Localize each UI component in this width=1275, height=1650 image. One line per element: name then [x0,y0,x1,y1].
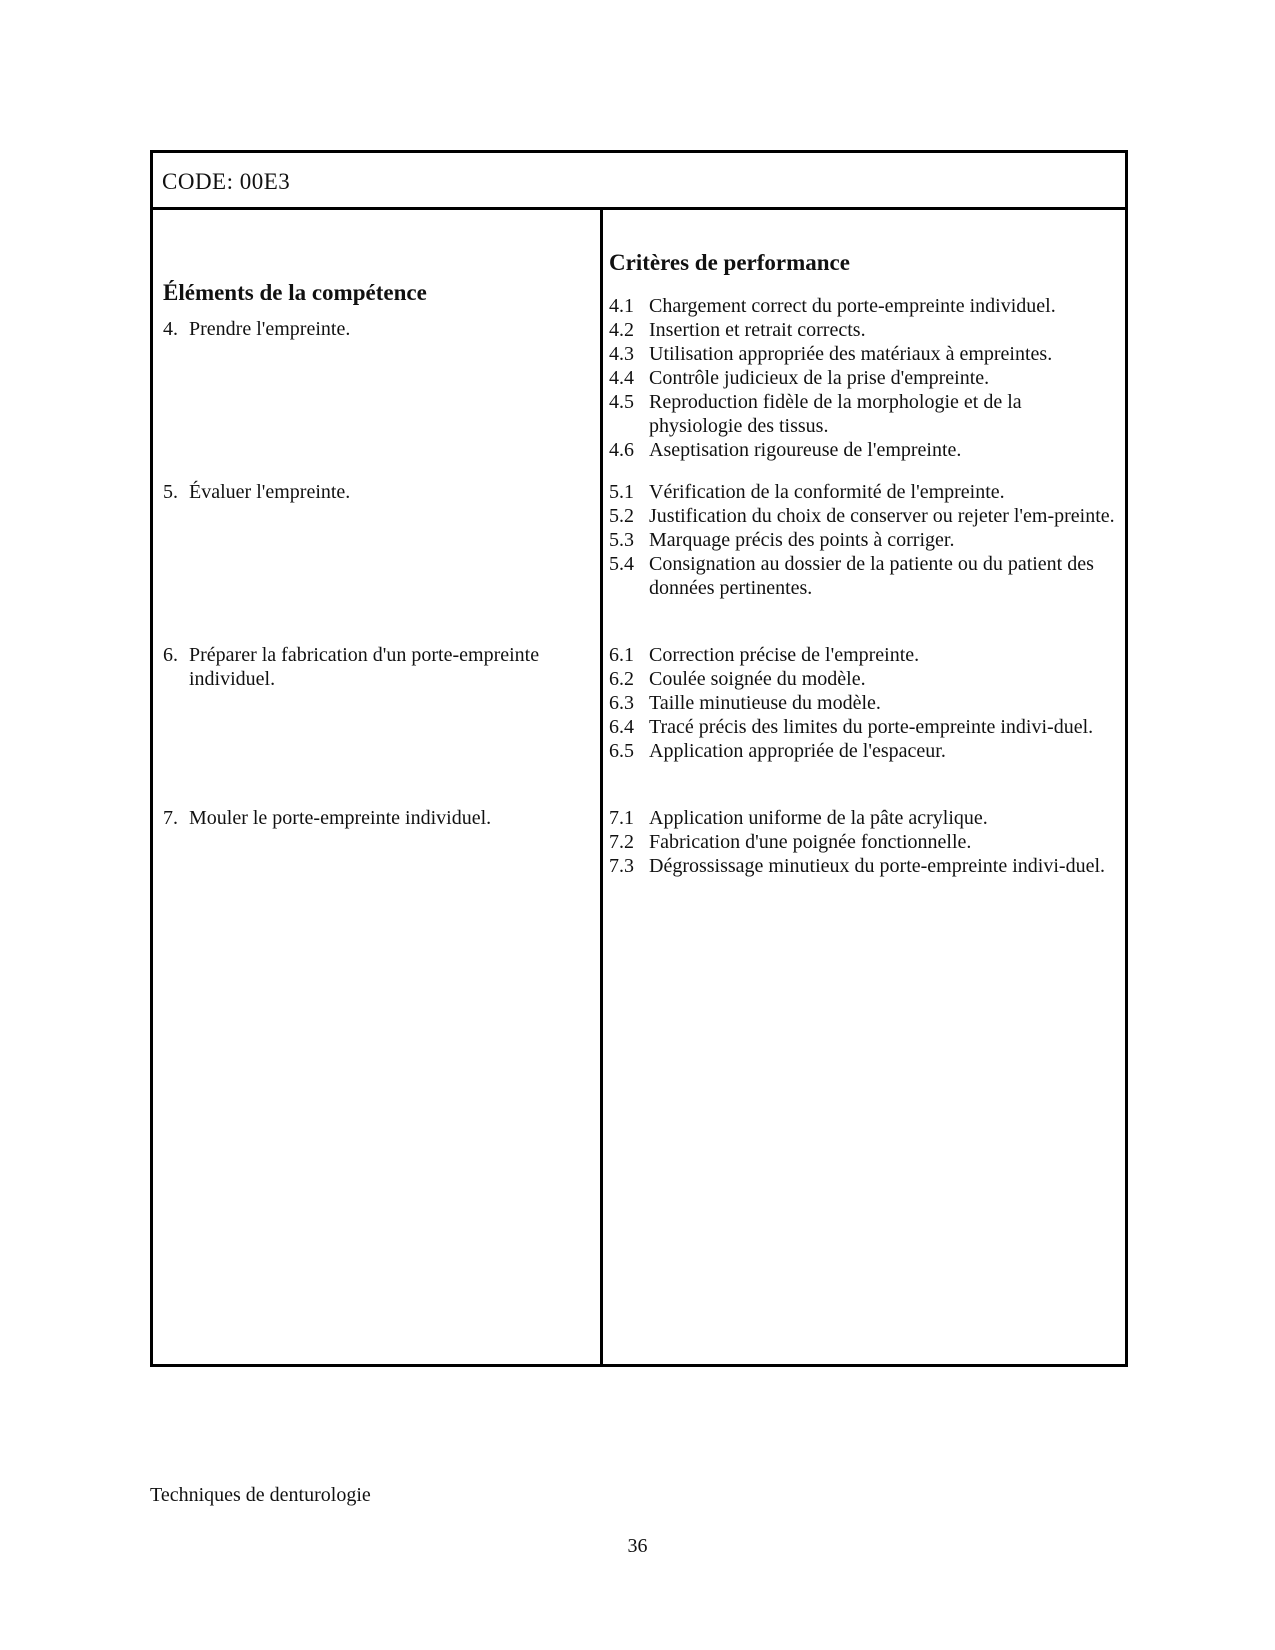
criterion-item [609,318,1119,342]
elements-heading: Éléments de la compétence [163,280,427,305]
page-number: 36 [627,1535,648,1557]
criterion-text: Marquage précis des points à corriger. [649,529,955,551]
criterion-item [609,294,1119,318]
criterion-number: 6.3 [609,692,634,714]
criterion-number: 6.4 [609,716,634,738]
criterion-text: Application appropriée de l'espaceur. [649,740,946,762]
criterion-item [609,504,1119,528]
element-text: Mouler le porte-empreinte individuel. [189,807,492,829]
criterion-number: 6.1 [609,644,634,666]
criterion-text: Taille minutieuse du modèle. [649,692,881,714]
criterion-text: Insertion et retrait corrects. [649,319,866,341]
criterion-text: Reproduction fidèle de la morphologie et de la physiologie des tissus. [649,391,1022,437]
criterion-number: 4.5 [609,391,634,413]
element-number: 4. [163,318,178,340]
criterion-text: Application uniforme de la pâte acrylique. [649,807,988,829]
criterion-text: Aseptisation rigoureuse de l'empreinte. [649,439,962,461]
criterion-text: Justification du choix de conserver ou rejeter l'em-preinte. [649,505,1115,527]
element-text: Préparer la fabrication d'un porte-empreinte individuel. [189,644,540,690]
criterion-number: 5.2 [609,505,634,527]
element-text: Prendre l'empreinte. [189,318,351,340]
element-item [163,643,583,691]
criterion-item [609,552,1119,600]
criterion-number: 5.3 [609,529,634,551]
element-text: Évaluer l'empreinte. [189,481,351,503]
criterion-number: 7.3 [609,855,634,877]
criterion-item [609,715,1119,739]
element-number: 6. [163,644,178,666]
element-item [163,806,583,830]
criterion-number: 5.4 [609,553,634,575]
criterion-number: 5.1 [609,481,634,503]
criterion-number: 6.5 [609,740,634,762]
criterion-number: 4.2 [609,319,634,341]
element-number: 5. [163,481,178,503]
criterion-item [609,739,1119,763]
criterion-text: Utilisation appropriée des matériaux à empreintes. [649,343,1053,365]
element-item [163,480,583,504]
criterion-item [609,830,1119,854]
criterion-text: Vérification de la conformité de l'empreinte. [649,481,1005,503]
criterion-item [609,854,1119,878]
criterion-number: 7.1 [609,807,634,829]
criterion-number: 4.1 [609,295,634,317]
criterion-text: Contrôle judicieux de la prise d'empreinte. [649,367,990,389]
criterion-item [609,480,1119,504]
criteria-group-4 [609,294,1119,462]
criterion-number: 7.2 [609,831,634,853]
criterion-item [609,806,1119,830]
code-row [153,153,1125,210]
criterion-item [609,390,1119,438]
criterion-number: 4.4 [609,367,634,389]
criterion-item [609,643,1119,667]
criterion-text: Fabrication d'une poignée fonctionnelle. [649,831,972,853]
criterion-text: Chargement correct du porte-empreinte individuel. [649,295,1056,317]
criterion-number: 4.6 [609,439,634,461]
column-divider [600,210,603,1364]
criteria-group-5 [609,480,1119,600]
criterion-item [609,528,1119,552]
criterion-number: 6.2 [609,668,634,690]
criterion-text: Correction précise de l'empreinte. [649,644,920,666]
competency-table [150,150,1128,1367]
criterion-item [609,691,1119,715]
criteria-group-6 [609,643,1119,763]
criteria-heading: Critères de performance [609,250,850,275]
criterion-text: Coulée soignée du modèle. [649,668,866,690]
element-item [163,317,583,341]
criterion-text: Tracé précis des limites du porte-empreinte indivi-duel. [649,716,1094,738]
criterion-item [609,366,1119,390]
criteria-group-7 [609,806,1119,878]
criterion-item [609,667,1119,691]
document-title-footer: Techniques de denturologie [150,1484,371,1506]
criterion-number: 4.3 [609,343,634,365]
criterion-item [609,438,1119,462]
code-label: CODE: 00E3 [162,169,291,194]
criterion-text: Consignation au dossier de la patiente ou du patient des données pertinentes. [649,553,1094,599]
criterion-item [609,342,1119,366]
element-number: 7. [163,807,178,829]
criterion-text: Dégrossissage minutieux du porte-empreinte indivi-duel. [649,855,1106,877]
